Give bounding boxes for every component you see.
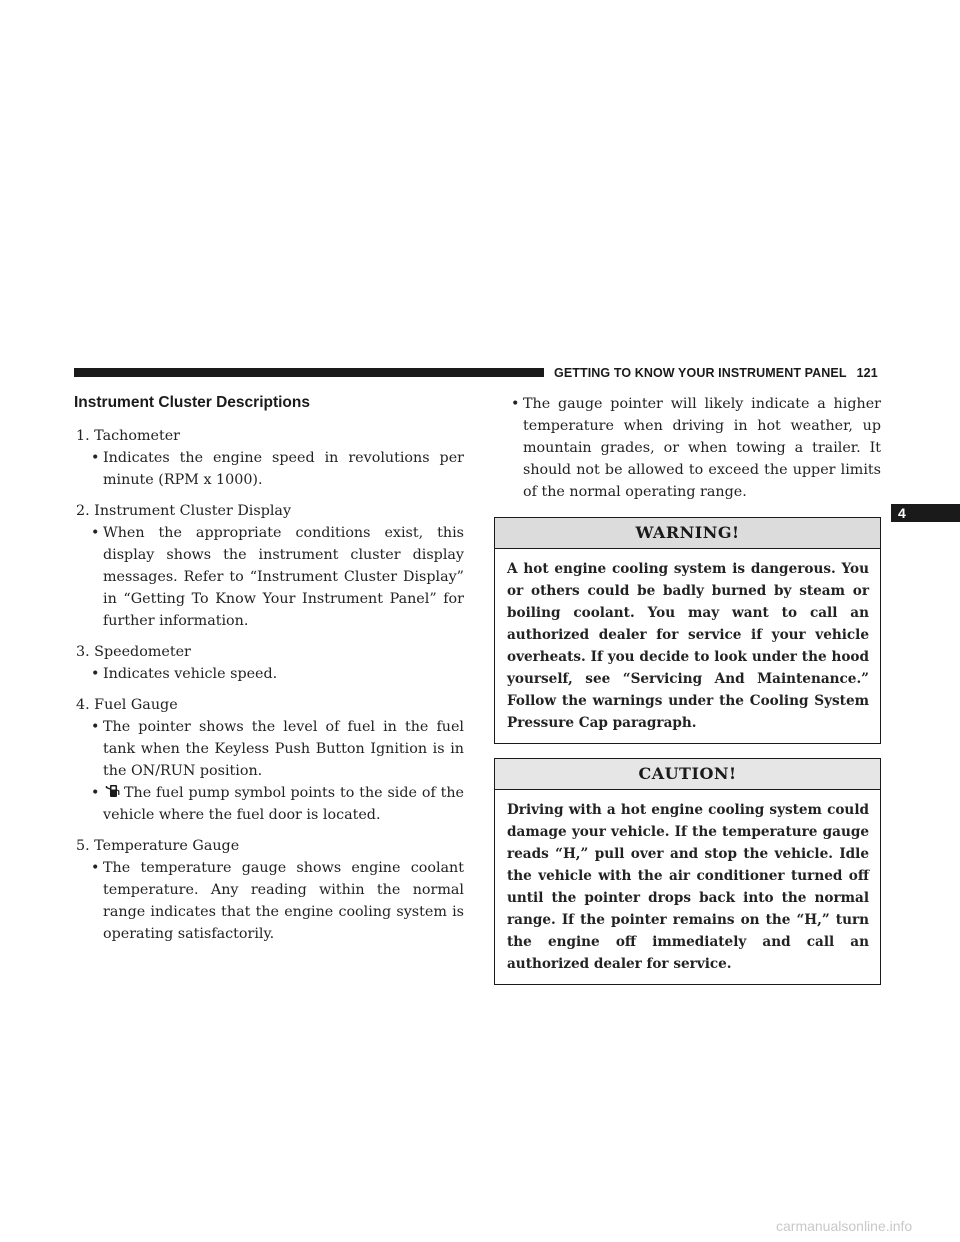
item-title: 2. Instrument Cluster Display — [76, 503, 292, 519]
list-item-cluster-display — [74, 500, 464, 632]
warning-box — [494, 517, 881, 744]
list-item-speedometer — [74, 641, 464, 685]
bullet-text: • Indicates vehicle speed. — [74, 663, 464, 685]
warning-title: WARNING! — [495, 518, 880, 549]
section-title: Instrument Cluster Descriptions — [74, 394, 310, 411]
list-item-fuel-gauge — [74, 694, 464, 826]
bullet-fuel-pump — [74, 782, 464, 826]
bullet-text: • Indicates the engine speed in revolutions per minute (RPM x 1000). — [74, 447, 464, 491]
bullet-text: • The pointer shows the level of fuel in the fuel tank when the Keyless Push Button Ignition is in the ON/RUN position. — [74, 716, 464, 782]
item-title: 5. Temperature Gauge — [76, 838, 240, 854]
chapter-tab: 4 — [891, 504, 960, 522]
item-title: 4. Fuel Gauge — [76, 697, 178, 713]
bullet-text: • When the appropriate conditions exist, this display shows the instrument cluster display messages. Refer to “Instrument Cluster Display” in “Getting To Know Your Instrument Panel” for further information. — [74, 522, 464, 632]
list-item-tachometer — [74, 425, 464, 491]
watermark: carmanualsonline.info — [776, 1218, 913, 1234]
caution-body: Driving with a hot engine cooling system could damage your vehicle. If the temperature gauge reads “H,” pull over and stop the vehicle. Idle the vehicle with the air conditioner turned off until the pointer drops back into the normal range. If the pointer remains on the “H,” turn the engine off immediately and call an authorized dealer for service. — [507, 802, 869, 972]
caution-box — [494, 758, 881, 985]
bullet-text: • The temperature gauge shows engine coolant temperature. Any reading within the normal range indicates that the engine cooling system is operating satisfactorily. — [74, 857, 464, 945]
running-header — [554, 366, 878, 380]
left-column — [74, 393, 464, 954]
page-number: 121 — [856, 366, 878, 380]
section-label: GETTING TO KNOW YOUR INSTRUMENT PANEL — [554, 366, 847, 380]
fuel-pump-icon — [105, 783, 120, 797]
bullet-text: • The gauge pointer will likely indicate a higher temperature when driving in hot weather, up mountain grades, or when towing a trailer. It should not be allowed to exceed the upper limits of the normal operating range. — [494, 393, 881, 503]
bullet-text: The fuel pump symbol points to the side of the vehicle where the fuel door is located. — [103, 785, 464, 823]
header-rule — [74, 368, 544, 377]
caution-title: CAUTION! — [495, 759, 880, 790]
list-item-temperature-gauge — [74, 835, 464, 945]
item-title: 3. Speedometer — [76, 644, 191, 660]
warning-body: A hot engine cooling system is dangerous. You or others could be badly burned by steam or boiling coolant. You may want to call an authorized dealer for service if your vehicle overheats. If you decide to look under the hood yourself, see “Servicing And Maintenance.” Follow the warnings under the Cooling System Pressure Cap paragraph. — [507, 561, 869, 731]
right-column — [494, 393, 881, 985]
item-title: 1. Tachometer — [76, 428, 181, 444]
